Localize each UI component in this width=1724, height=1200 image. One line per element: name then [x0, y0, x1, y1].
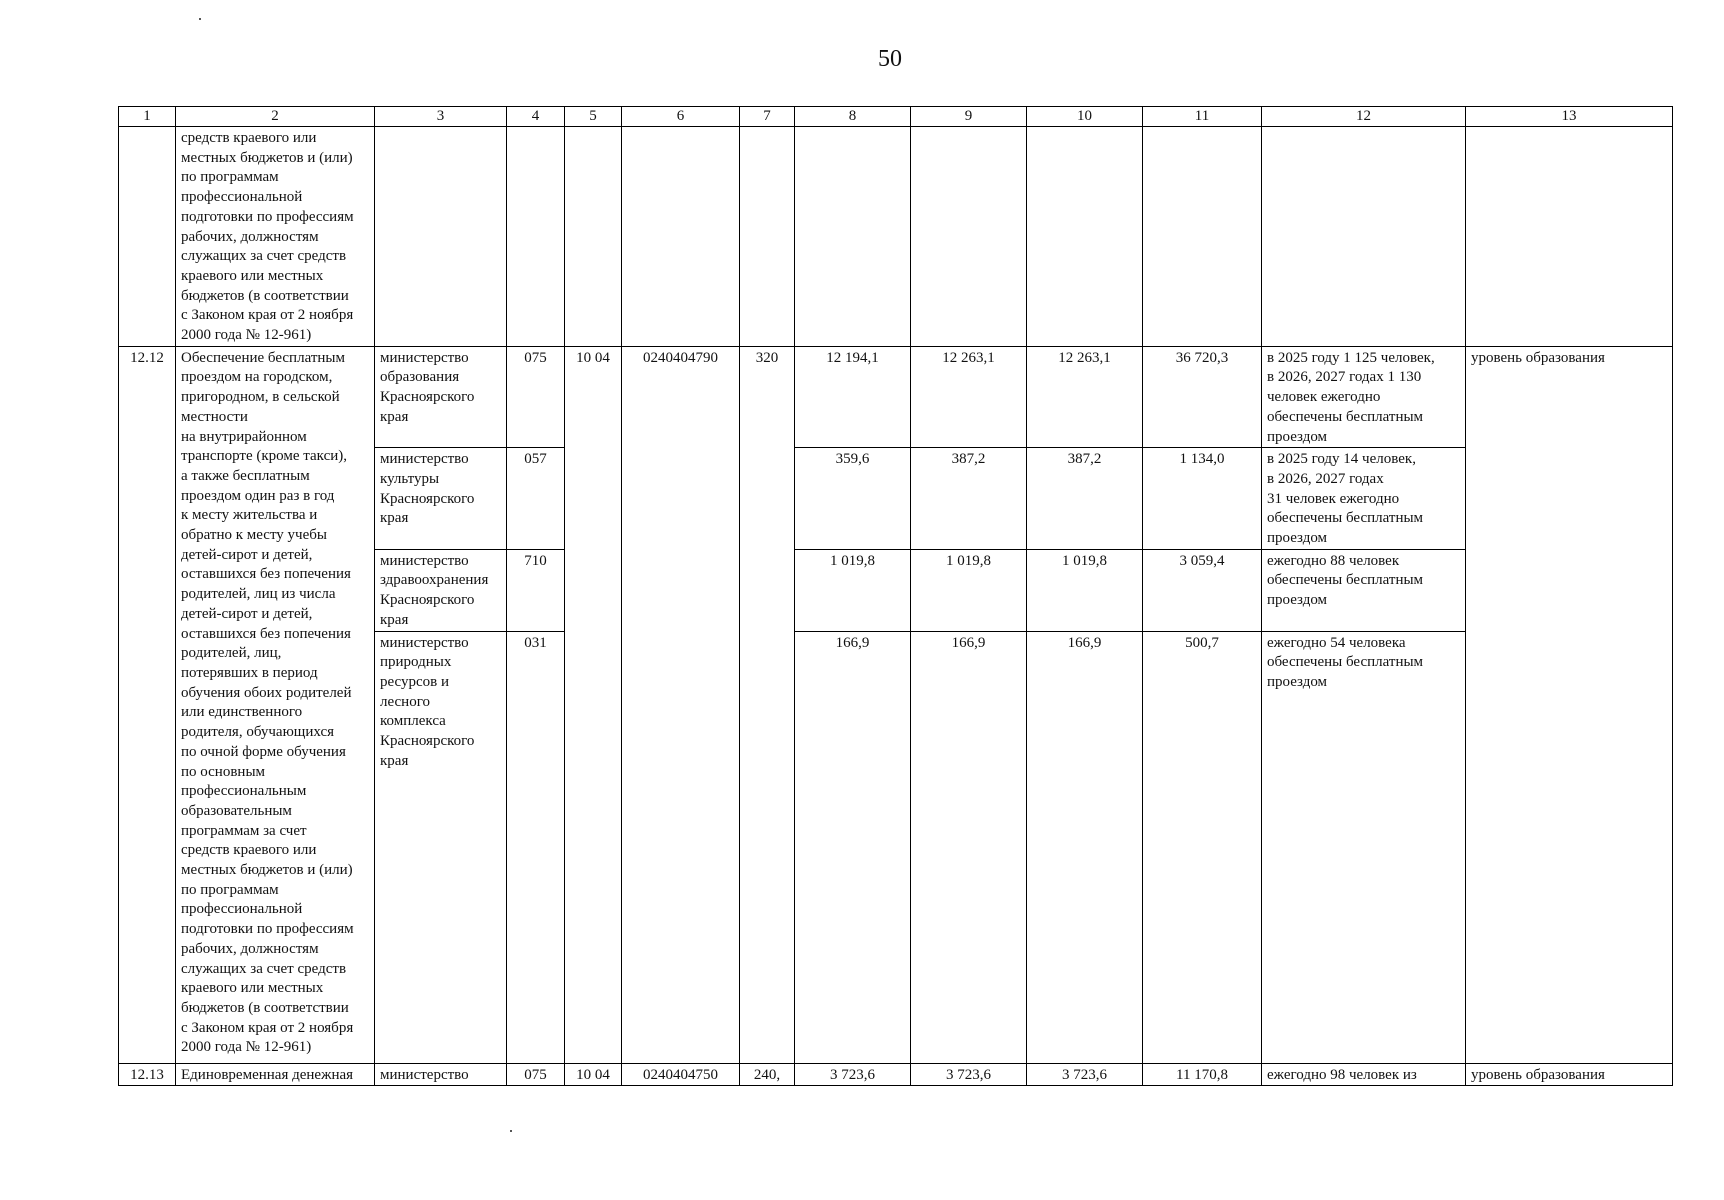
executor: министерство образования Красноярского края [375, 346, 507, 448]
amount-2027: 166,9 [1027, 631, 1143, 1063]
csr-code: 0240404750 [622, 1063, 740, 1086]
expected-result: в 2025 году 14 человек, в 2026, 2027 годах 31 человек ежегодно обеспечены бесплатным проездом [1262, 448, 1466, 550]
column-header: 12 [1262, 107, 1466, 127]
column-header: 5 [565, 107, 622, 127]
amount-2027: 3 723,6 [1027, 1063, 1143, 1086]
table-row [119, 346, 1673, 448]
column-header: 13 [1466, 107, 1673, 127]
executor: министерство природных ресурсов и лесного комплекса Красноярского края [375, 631, 507, 1063]
amount-total: 1 134,0 [1143, 448, 1262, 550]
amount-2027: 12 263,1 [1027, 346, 1143, 448]
scan-speck [199, 18, 201, 20]
amount-2025: 1 019,8 [795, 549, 911, 631]
expected-result: ежегодно 54 человека обеспечены бесплатным проездом [1262, 631, 1466, 1063]
column-number-header-row [119, 107, 1673, 127]
amount-2025: 12 194,1 [795, 346, 911, 448]
column-header: 1 [119, 107, 176, 127]
executor: министерство культуры Красноярского края [375, 448, 507, 550]
executor: министерство [375, 1063, 507, 1086]
row-number: 12.12 [119, 346, 176, 1063]
executor: министерство здравоохранения Красноярского края [375, 549, 507, 631]
section-code: 10 04 [565, 346, 622, 1063]
column-header: 4 [507, 107, 565, 127]
column-header: 8 [795, 107, 911, 127]
column-header: 9 [911, 107, 1027, 127]
amount-2026: 1 019,8 [911, 549, 1027, 631]
amount-2026: 3 723,6 [911, 1063, 1027, 1086]
column-header: 10 [1027, 107, 1143, 127]
vr-code: 240, [740, 1063, 795, 1086]
expected-result: ежегодно 88 человек обеспечены бесплатным проездом [1262, 549, 1466, 631]
measure-description-continuation: средств краевого или местных бюджетов и (или) по программам профессиональной подготовки по профессиям рабочих, должностям служащих за счет средств краевого или местных бюджетов (в соответствии с Законом края от 2 ноября 2000 года № 12-961) [176, 127, 375, 347]
amount-2025: 3 723,6 [795, 1063, 911, 1086]
column-header: 3 [375, 107, 507, 127]
grbs-code: 075 [507, 346, 565, 448]
grbs-code: 710 [507, 549, 565, 631]
column-header: 7 [740, 107, 795, 127]
column-header: 6 [622, 107, 740, 127]
program-table [118, 106, 1673, 1086]
row-number: 12.13 [119, 1063, 176, 1086]
expected-result: ежегодно 98 человек из [1262, 1063, 1466, 1086]
vr-code: 320 [740, 346, 795, 1063]
goal-indicator: уровень образования [1466, 1063, 1673, 1086]
column-header: 2 [176, 107, 375, 127]
csr-code: 0240404790 [622, 346, 740, 1063]
amount-2025: 359,6 [795, 448, 911, 550]
amount-2025: 166,9 [795, 631, 911, 1063]
amount-2026: 166,9 [911, 631, 1027, 1063]
section-code: 10 04 [565, 1063, 622, 1086]
amount-2027: 1 019,8 [1027, 549, 1143, 631]
grbs-code: 031 [507, 631, 565, 1063]
expected-result: в 2025 году 1 125 человек, в 2026, 2027 годах 1 130 человек ежегодно обеспечены бесплатным проездом [1262, 346, 1466, 448]
column-header: 11 [1143, 107, 1262, 127]
amount-2026: 387,2 [911, 448, 1027, 550]
goal-indicator: уровень образования [1466, 346, 1673, 1063]
table-row [119, 1063, 1673, 1086]
grbs-code: 075 [507, 1063, 565, 1086]
amount-total: 11 170,8 [1143, 1063, 1262, 1086]
amount-2027: 387,2 [1027, 448, 1143, 550]
table-row-continuation [119, 127, 1673, 347]
amount-total: 3 059,4 [1143, 549, 1262, 631]
amount-total: 36 720,3 [1143, 346, 1262, 448]
grbs-code: 057 [507, 448, 565, 550]
amount-2026: 12 263,1 [911, 346, 1027, 448]
scan-speck [510, 1130, 512, 1132]
measure-description: Единовременная денежная [176, 1063, 375, 1086]
measure-description: Обеспечение бесплатным проездом на городском, пригородном, в сельской местности на внутрирайонном транспорте (кроме такси), а также бесплатным проездом один раз в год к месту жительства и обратно к месту учебы детей-сирот и детей, оставшихся без попечения родителей, лиц из числа детей-сирот и детей, оставшихся без попечения родителей, лиц, потерявших в период обучения обоих родителей или единственного родителя, обучающихся по очной форме обучения по основным профессиональным образовательным программам за счет средств краевого или местных бюджетов и (или) по программам профессиональной подготовки по профессиям рабочих, должностям служащих за счет средств краевого или местных бюджетов (в соответствии с Законом края от 2 ноября 2000 года № 12-961) [176, 346, 375, 1063]
amount-total: 500,7 [1143, 631, 1262, 1063]
page-number: 50 [878, 46, 902, 72]
